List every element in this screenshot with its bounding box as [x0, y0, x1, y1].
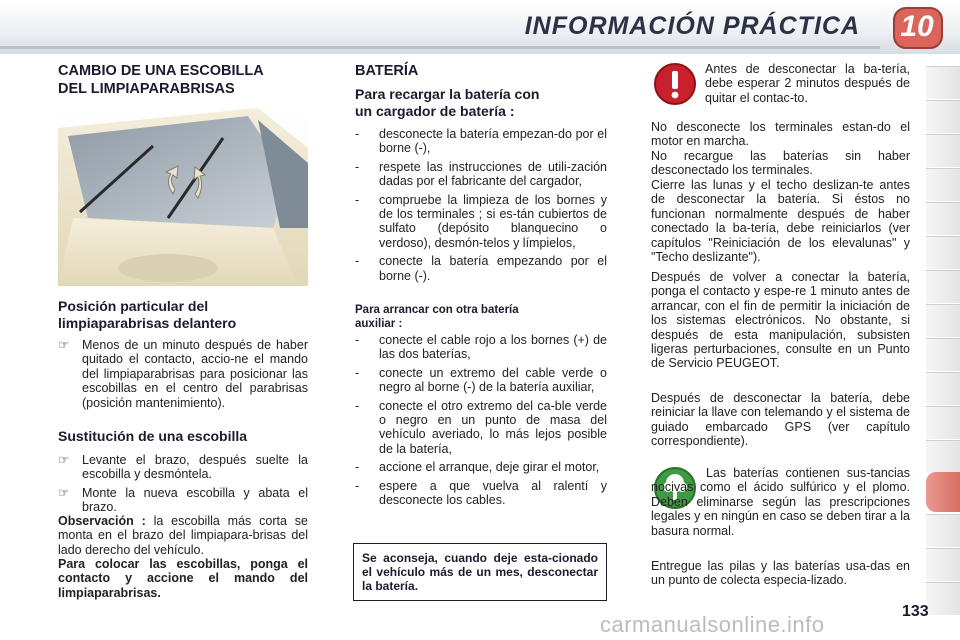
substitution-heading: Sustitución de una escobilla — [58, 428, 248, 444]
substitution-list — [58, 453, 308, 519]
list-item: - conecte la batería empezando por el borne (-). — [355, 254, 607, 283]
list-item: - conecte un extremo del cable verde o negro al borne (-) de la batería auxiliar, — [355, 365, 607, 395]
tab-6[interactable] — [926, 236, 960, 269]
battery-title: BATERÍA — [355, 63, 419, 79]
list-item: - conecte el otro extremo del ca-ble verde o negro en un punto de masa del vehículo averiado, lo más lejos posible de la batería, — [355, 398, 607, 456]
start-heading-line1: Para arrancar con otra batería — [355, 304, 519, 316]
header-rule — [0, 46, 880, 49]
final-instruction: Para colocar las escobillas, ponga el contacto y accione el mando del limpiaparabrisas. — [58, 557, 308, 600]
position-heading-line2: limpiaparabrisas delantero — [58, 315, 237, 331]
position-heading-line1: Posición particular del — [58, 298, 209, 314]
list-item: - compruebe la limpieza de los bornes y de los terminales ; si es-tán cubiertos de sulfato (depósito blanquecino o verdoso), desmón-telos y límpielos, — [355, 192, 607, 250]
tab-5[interactable] — [926, 202, 960, 235]
battery-paragraph-3: Cierre las lunas y el techo deslizan-te antes de desconectar la batería. Si éstos no funcionan normalmente después de haber conectado la ba-tería, debe reiniciarlos (ver capítulos "Reiniciación de los elevalunas" y "Techo deslizante"). — [651, 178, 910, 265]
wiper-section-title-line2: DEL LIMPIAPARABRISAS — [58, 81, 235, 97]
recharge-heading-line2: un cargador de batería : — [355, 103, 515, 119]
start-list — [355, 333, 607, 511]
advice-box: Se aconseja, cuando deje esta-cionado el vehículo más de un mes, desconectar la batería. — [353, 543, 607, 601]
pointer-icon: ☞ — [58, 453, 70, 467]
tab-15[interactable] — [926, 582, 960, 615]
list-item: - espere a que vuelva al ralentí y desconecte los cables. — [355, 478, 607, 508]
list-item: - respete las instrucciones de utili-zación dadas por el fabricante del cargador, — [355, 159, 607, 189]
warning-text: Antes de desconectar la ba-tería, debe esperar 2 minutos después de quitar el contac-to. — [705, 62, 910, 105]
tab-active-chapter[interactable] — [926, 472, 960, 512]
page-title: INFORMACIÓN PRÁCTICA — [524, 12, 860, 40]
tab-10[interactable] — [926, 372, 960, 405]
position-list — [58, 338, 308, 414]
tab-7[interactable] — [926, 270, 960, 303]
tab-1[interactable] — [926, 66, 960, 99]
recharge-heading-line1: Para recargar la batería con — [355, 86, 540, 102]
tab-12[interactable] — [926, 440, 960, 473]
recycling-text: Las baterías contienen sus-tancias nocivas como el ácido sulfúrico y el plomo. Deben eliminarse según las prescripciones legales y en ningún en caso se deben tirar a la basura normal. — [651, 466, 910, 538]
tab-4[interactable] — [926, 168, 960, 201]
tab-3[interactable] — [926, 134, 960, 167]
battery-paragraph-2: No recargue las baterías sin haber desconectado los terminales. — [651, 149, 910, 178]
start-heading-line2: auxiliar : — [355, 318, 403, 330]
tab-11[interactable] — [926, 406, 960, 439]
tab-9[interactable] — [926, 338, 960, 371]
wiper-section-title-line1: CAMBIO DE UNA ESCOBILLA — [58, 63, 264, 79]
warning-icon — [653, 62, 697, 106]
list-item: ☞ Menos de un minuto después de haber quitado el contacto, accio-ne el mando del limpiaparabrisas para posicionar las escobillas en el centro del parabrisas (posición mantenimiento). — [58, 338, 308, 410]
tab-13[interactable] — [926, 514, 960, 547]
list-item: - desconecte la batería empezan-do por el borne (-), — [355, 127, 607, 156]
tab-14[interactable] — [926, 548, 960, 581]
list-item: ☞ Monte la nueva escobilla y abata el brazo. — [58, 485, 308, 515]
list-item: - conecte el cable rojo a los bornes (+) de las dos baterías, — [355, 333, 607, 362]
watermark: carmanualsonline.info — [600, 612, 825, 637]
battery-paragraph-1: No desconecte los terminales estan-do el motor en marcha. — [651, 120, 910, 149]
page-number: 133 — [902, 603, 929, 620]
recycling-text-2: Entregue las pilas y las baterías usa-das en un punto de colecta especia-lizado. — [651, 559, 910, 588]
recharge-list — [355, 127, 607, 287]
observation-note: Observación : la escobilla más corta se monta en el brazo del limpiapara-brisas del lado derecho del vehículo. — [58, 514, 308, 557]
battery-paragraph-5: Después de desconectar la batería, debe reiniciar la llave con telemando y el sistema de guiado embarcado GPS (ver capítulo correspondiente). — [651, 391, 910, 449]
list-item: ☞ Levante el brazo, después suelte la escobilla y desmóntela. — [58, 453, 308, 482]
battery-paragraph-4: Después de volver a conectar la batería, ponga el contacto y espe-re 1 minuto antes de arrancar, con el fin de permitir la iniciación de los sistemas electrónicos. No obstante, si después de esta manipulación, subsisten ligeras perturbaciones, consulte en un Punto de Servicio PEUGEOT. — [651, 270, 910, 371]
tab-8[interactable] — [926, 304, 960, 337]
list-item: - accione el arranque, deje girar el motor, — [355, 460, 600, 475]
chapter-number: 10 — [900, 10, 934, 43]
tab-2[interactable] — [926, 100, 960, 133]
wiper-photo — [58, 108, 308, 286]
pointer-icon: ☞ — [58, 485, 70, 500]
pointer-icon: ☞ — [58, 338, 70, 352]
